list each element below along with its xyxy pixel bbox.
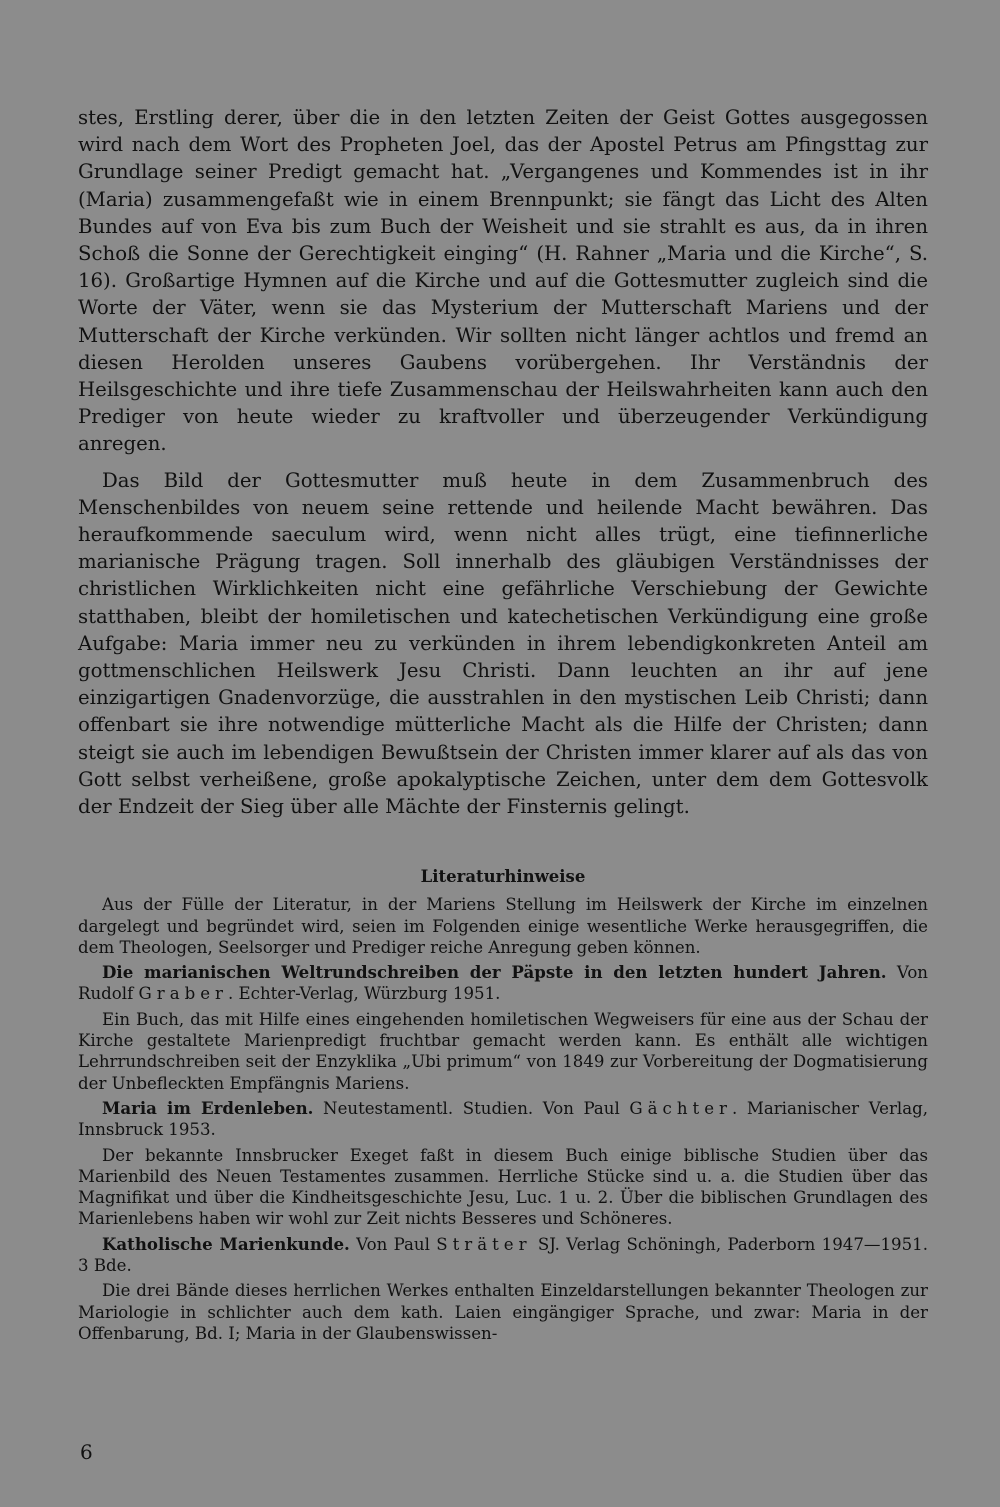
main-text [78,104,928,820]
paragraph-1: stes, Erstling derer, über die in den letzten Zeiten der Geist Gottes ausgegossen wird nach dem Wort des Propheten Joel, das der Apostel Petrus am Pfingsttag zur Grundlage seiner Predigt gemacht hat. „Vergangenes und Kommendes ist in ihr (Maria) zusammengefaßt wie in einem Brennpunkt; sie fängt das Licht des Alten Bundes auf von Eva bis zum Buch der Weisheit und sie strahlt es aus, da in ihren Schoß die Sonne der Gerechtigkeit einging“ (H. Rahner „Maria und die Kirche“, S. 16). Großartige Hymnen auf die Kirche und auf die Gottesmutter zugleich sind die Worte der Väter, wenn sie das Mysterium der Mutterschaft Mariens und der Mutterschaft der Kirche verkünden. Wir sollten nicht länger achtlos und fremd an diesen Herolden unseres Gaubens vorübergehen. Ihr Verständnis der Heilsgeschichte und ihre tiefe Zusammenschau der Heilswahrheiten kann auch den Prediger von heute wieder zu kraftvoller und überzeugender Verkündigung anregen. [78,106,928,456]
entry-pre-author: Von Paul [349,1234,430,1254]
entry-publisher: . Echter-Verlag, Würzburg 1951. [228,984,501,1004]
page-number: 6 [80,1440,93,1464]
entry-pre-author: Neutestamentl. Studien. Von Paul [313,1098,620,1118]
entry-author: Gächter [629,1098,732,1118]
literature-heading: Literaturhinweise [420,867,586,887]
literature-entry-2-description: Der bekannte Innsbrucker Exeget faßt in diesem Buch einige biblische Studien über das Marienbild des Neuen Testamentes zusammen. Herrliche Stücke sind u. a. die Studien über das Magnifikat und über die Kindheitsgeschichte Jesu, Luc. 1 u. 2. Über die biblischen Grundlagen des Marienlebens haben wir wohl zur Zeit nichts Besseres und Schöneres. [78,1145,928,1229]
entry-title: Die marianischen Weltrundschreiben der Päpste in den letzten hundert Jahren. [102,962,887,983]
entry-title: Katholische Marienkunde. [102,1233,350,1254]
paragraph-2: Das Bild der Gottesmutter muß heute in dem Zusammenbruch des Menschenbildes von neuem seine rettende und heilende Macht bewähren. Das heraufkommende saeculum wird, wenn nicht alles trügt, eine tiefinnerliche marianische Prägung tragen. Soll innerhalb des gläubigen Verständnisses der christlichen Wirklichkeiten nicht eine gefährliche Verschiebung der Gewichte statthaben, bleibt der homiletischen und katechetischen Verkündigung eine große Aufgabe: Maria immer neu zu verkünden in ihrem lebendigkonkreten Anteil am gottmenschlichen Heilswerk Jesu Christi. Dann leuchten an ihr auf jene einzigartigen Gnadenvorzüge, die ausstrahlen in den mystischen Leib Christi; dann offenbart sie ihre notwendige mütterliche Macht als die Hilfe der Christen; dann steigt sie auch im lebendigen Bewußtsein der Christen immer klarer auf als das von Gott selbst verheißene, große apokalyptische Zeichen, unter dem dem Gottesvolk der Endzeit der Sieg über alle Mächte der Finsternis gelingt. [78,468,928,819]
literature-entry-1 [78,962,928,1005]
literature-entry-2 [78,1098,928,1141]
page-content [78,104,928,1344]
literature-entry-1-description: Ein Buch, das mit Hilfe eines eingehenden homiletischen Wegweisers für eine aus der Schau der Kirche gestaltete Marienpredigt fruchtbar gemacht werden kann. Es enthält alle wichtigen Lehrrundschreiben seit der Enzyklika „Ubi primum“ von 1849 zur Vorbereitung der Dogmatisierung der Unbefleckten Empfängnis Mariens. [78,1009,928,1093]
entry-author: Graber [138,984,228,1004]
entry-title: Maria im Erdenleben. [102,1097,314,1118]
literature-entry-3-description: Die drei Bände dieses herrlichen Werkes enthalten Einzeldarstellungen bekannter Theologen zur Mariologie in schlichter auch dem kath. Laien eingängiger Sprache, und zwar: Maria in der Offenbarung, Bd. I; Maria in der Glaubenswissen- [78,1281,928,1343]
literature-entry-3 [78,1234,928,1277]
entry-publisher: . Marianischer Verlag, Innsbruck 1953. [78,1098,928,1140]
literature-intro: Aus der Fülle der Literatur, in der Mariens Stellung im Heilswerk der Kirche im einzelnen dargelegt und begründet wird, seien im Folgenden einige wesentliche Werke herausgegriffen, die dem Theologen, Seelsorger und Prediger reiche Anregung geben können. [78,895,928,957]
entry-publisher: SJ. Verlag Schöningh, Paderborn 1947—1951. 3 Bde. [78,1234,929,1276]
entry-pre-author: Von Rudolf [78,963,928,1004]
entry-author: Sträter [436,1234,532,1254]
literature-section [78,866,928,1344]
